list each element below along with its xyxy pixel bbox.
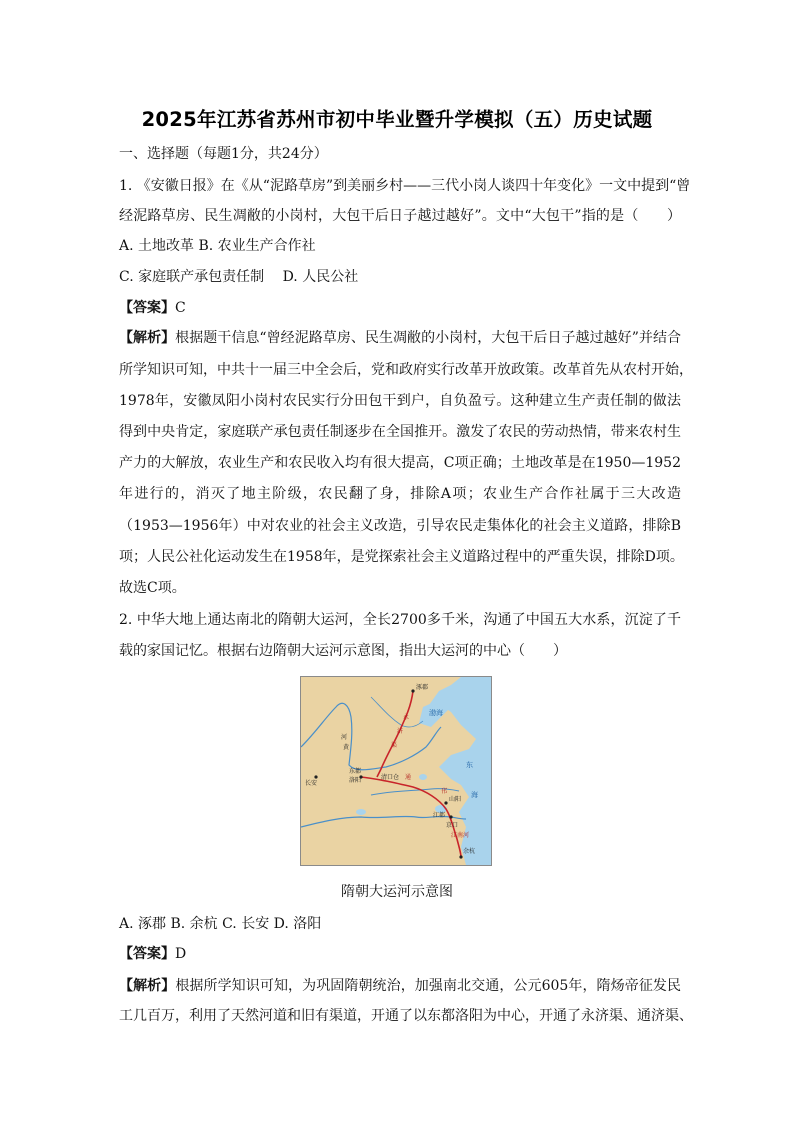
grand-canal-map: [300, 676, 492, 866]
map-label-jiangnanhe: 江南河: [451, 832, 470, 839]
q1-answer: [119, 298, 681, 318]
map-city-dot: [314, 775, 317, 778]
q1-analysis-line: 故选C项。: [119, 580, 186, 596]
map-label-zhuojun: 涿郡: [416, 684, 429, 691]
map-city-dot: [459, 855, 462, 858]
q2-stem-line-2: 载的家国记忆。根据右边隋朝大运河示意图，指出大运河的中心（ ）: [119, 643, 567, 659]
q1-answer-label: 【答案】: [119, 300, 175, 316]
q2-stem-line-1: 2. 中华大地上通达南北的隋朝大运河，全长2700多千米，沟通了中国五大水系，沉淀了千: [119, 612, 681, 628]
q2-options-line-1: A. 涿郡 B. 余杭 C. 长安 D. 洛阳: [119, 916, 322, 932]
q1-analysis-line: 所学知识可知，中共十一届三中全会后，党和政府实行改革开放政策。改革首先从农村开始，: [119, 362, 693, 378]
section-heading: 一、选择题（每题1分，共24分）: [119, 146, 328, 162]
q2-analysis-line-2: 工几百万，利用了天然河道和旧有渠道，开通了以东都洛阳为中心，开通了永济渠、通济渠、: [119, 1008, 693, 1024]
q1-options-line-1: A. 土地改革 B. 农业生产合作社: [119, 238, 316, 254]
map-city-dot: [411, 689, 414, 692]
q2-answer-label: 【答案】: [119, 946, 175, 962]
map-label-shanyang: 山阳: [449, 796, 462, 803]
q1-analysis-label: 【解析】: [119, 330, 176, 346]
map-label-donghai-1: 东: [466, 761, 473, 769]
q1-analysis-line: 年进行的，消灭了地主阶级，农民翻了身，排除A项；农业生产合作社属于三大改造: [119, 486, 681, 502]
map-label-han: 邗: [441, 788, 448, 795]
q2-analysis-line-1: [119, 976, 681, 996]
map-label-yong: 永: [403, 714, 410, 721]
grand-canal-map-svg: [301, 677, 491, 865]
map-lake: [356, 809, 366, 815]
map-label-qu: 渠: [391, 742, 398, 749]
map-city-dot: [444, 801, 447, 804]
q1-analysis-text: 根据题干信息“曾经泥路草房、民生凋敝的小岗村，大包干后日子越过越好”并结合: [175, 330, 682, 346]
map-label-he: 河: [341, 734, 348, 741]
map-label-luoyang: 洛阳: [349, 777, 362, 784]
q1-answer-value: C: [175, 300, 186, 316]
q2-answer-value: D: [175, 946, 187, 962]
q2-analysis-label: 【解析】: [119, 978, 176, 994]
map-label-changan: 长安: [305, 780, 318, 787]
q1-analysis-line: （1953—1956年）中对农业的社会主义改造，引导农民走集体化的社会主义道路，排除B: [119, 518, 681, 534]
q2-analysis-text: 根据所学知识可知，为巩固隋朝统治，加强南北交通，公元605年，隋炀帝征发民: [175, 978, 681, 994]
map-label-jingkou: 京口: [446, 822, 459, 829]
q2-answer: [119, 944, 681, 964]
map-lake: [419, 774, 427, 780]
q1-analysis-line: 产力的大解放，农业生产和农民收入均有很大提高，C项正确；土地改革是在1950—1952: [119, 455, 681, 471]
map-label-jiangdu: 江都: [433, 812, 446, 819]
map-label-tong: 通: [405, 774, 412, 781]
map-label-dongdu: 东都: [349, 768, 362, 775]
map-label-ji: 济: [397, 728, 404, 735]
map-city-dot: [449, 815, 452, 818]
q1-analysis-line: 得到中央肯定，家庭联产承包责任制逐步在全国推开。激发了农民的劳动热情，带来农村生: [119, 424, 681, 440]
exam-title: 2025年江苏省苏州市初中毕业暨升学模拟（五）历史试题: [141, 108, 653, 131]
map-label-qingkou: 清口仓: [381, 774, 400, 781]
q1-analysis-line: 1978年，安徽凤阳小岗村农民实行分田包干到户，自负盈亏。这种建立生产责任制的做法: [119, 393, 681, 409]
map-label-donghai-2: 海: [471, 791, 478, 799]
map-caption: 隋朝大运河示意图: [341, 884, 453, 900]
q1-stem-line-1: 1. 《安徽日报》在《从“泥路草房”到美丽乡村——三代小岗人谈四十年变化》一文中提到“曾: [119, 178, 691, 194]
map-label-huang: 黄: [343, 744, 350, 751]
q1-stem-line-2: 经泥路草房、民生凋敝的小岗村，大包干后日子越过越好”。文中“大包干”指的是（ ）: [119, 208, 681, 224]
map-label-bohai: 渤海: [429, 709, 443, 717]
map-label-yuhang: 余杭: [463, 848, 476, 855]
q1-analysis-line-1: [119, 328, 681, 348]
q1-options-line-2: C. 家庭联产承包责任制 D. 人民公社: [119, 269, 359, 285]
q1-analysis-line: 项；人民公社化运动发生在1958年，是党探索社会主义道路过程中的严重失误，排除D项。: [119, 549, 684, 565]
